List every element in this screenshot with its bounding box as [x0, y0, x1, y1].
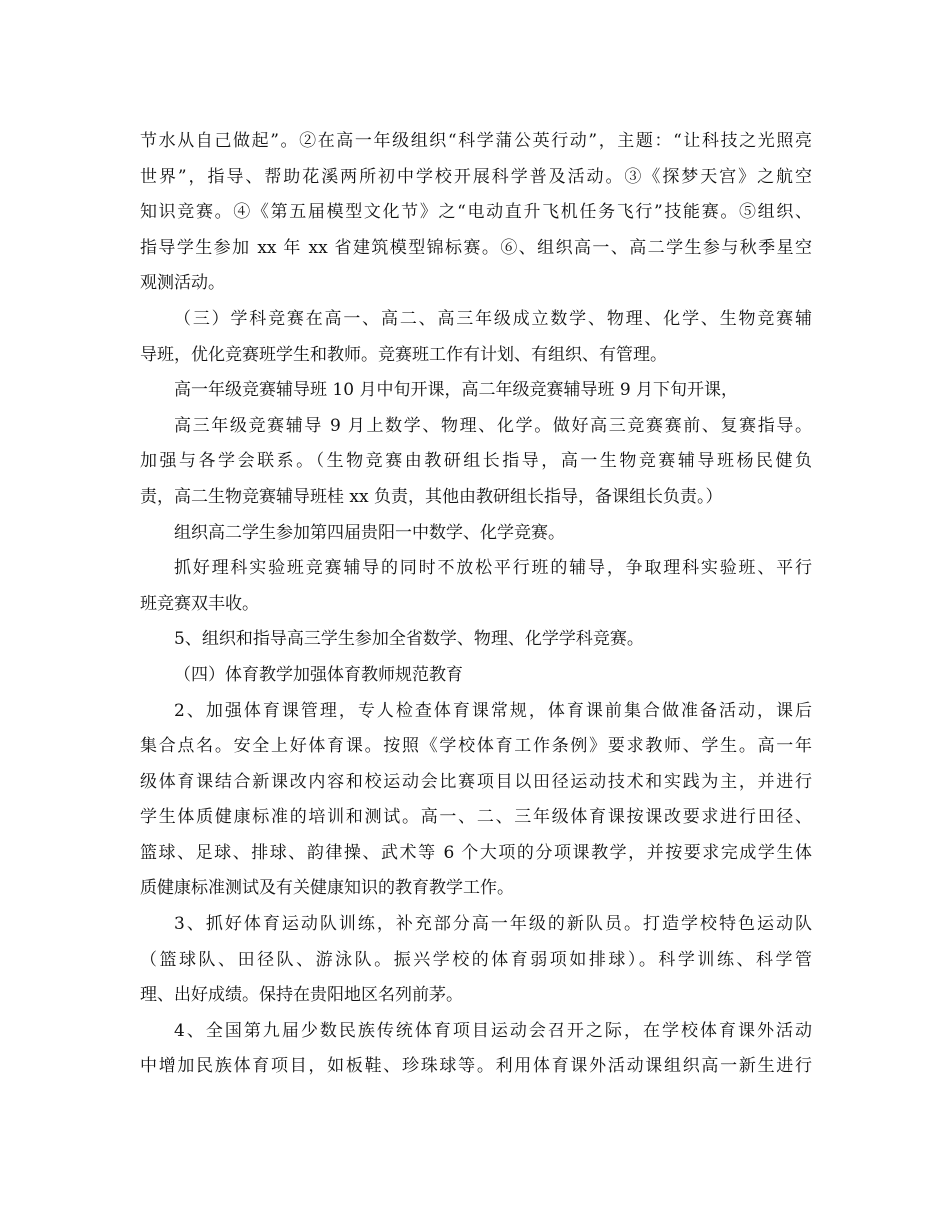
text-line: 班竞赛双丰收。	[140, 593, 259, 614]
text-line: 高三年级竞赛辅导 9 月上数学、物理、化学。做好高三竞赛赛前、复赛指导。	[174, 415, 812, 436]
text-line: 责，高二生物竞赛辅导班桂 xx 负责，其他由教研组长指导，备课组长负责。）	[140, 486, 723, 507]
text-line: 观测活动。	[140, 273, 225, 294]
text-line: 4、全国第九届少数民族传统体育项目运动会召开之际，在学校体育课外活动	[174, 1020, 812, 1041]
text-line: （三）学科竞赛在高一、高二、高三年级成立数学、物理、化学、生物竞赛辅	[174, 308, 812, 329]
text-line: （篮球队、田径队、游泳队。振兴学校的体育弱项如排球）。科学训练、科学管	[140, 949, 812, 970]
text-line: 抓好理科实验班竞赛辅导的同时不放松平行班的辅导，争取理科实验班、平行	[174, 558, 812, 579]
text-line: 3、抓好体育运动队训练，补充部分高一年级的新队员。打造学校特色运动队	[174, 914, 812, 935]
text-line: 篮球、足球、排球、韵律操、武术等 6 个大项的分项课教学，并按要求完成学生体	[140, 842, 812, 863]
text-line: 节水从自己做起”。②在高一年级组织“科学蒲公英行动”，主题：“让科技之光照亮	[140, 131, 812, 151]
text-line: 5、组织和指导高三学生参加全省数学、物理、化学学科竞赛。	[174, 629, 644, 650]
text-line: 理、出好成绩。保持在贵阳地区名列前茅。	[140, 985, 463, 1006]
text-line: 组织高二学生参加第四届贵阳一中数学、化学竞赛。	[174, 522, 565, 543]
text-line: 中增加民族体育项目，如板鞋、珍珠球等。利用体育课外活动课组织高一新生进行	[140, 1056, 812, 1077]
text-line: （四）体育教学加强体育教师规范教育	[174, 664, 463, 685]
text-line: 质健康标准测试及有关健康知识的教育教学工作。	[140, 878, 514, 899]
text-line: 学生体质健康标准的培训和测试。高一、二、三年级体育课按课改要求进行田径、	[140, 807, 812, 828]
text-line: 高一年级竞赛辅导班 10 月中旬开课，高二年级竞赛辅导班 9 月下旬开课，	[174, 380, 739, 401]
text-line: 级体育课结合新课改内容和校运动会比赛项目以田径运动技术和实践为主，并进行	[140, 771, 812, 792]
text-line: 导班，优化竞赛班学生和教师。竞赛班工作有计划、有组织、有管理。	[140, 344, 667, 365]
text-line: 加强与各学会联系。（生物竞赛由教研组长指导，高一生物竞赛辅导班杨民健负	[140, 451, 812, 472]
text-line: 2、加强体育课管理，专人检查体育课常规，体育课前集合做准备活动，课后	[174, 700, 812, 721]
text-line: 指导学生参加 xx 年 xx 省建筑模型锦标赛。⑥、组织高一、高二学生参与秋季星空	[140, 237, 812, 258]
document-body	[140, 124, 812, 1085]
text-line: 知识竞赛。④《第五届模型文化节》之“电动直升飞机任务飞行”技能赛。⑤组织、	[140, 202, 812, 223]
text-line: 世界”，指导、帮助花溪两所初中学校开展科学普及活动。③《探梦天宫》之航空	[140, 166, 812, 187]
text-line: 集合点名。安全上好体育课。按照《学校体育工作条例》要求教师、学生。高一年	[140, 736, 812, 757]
